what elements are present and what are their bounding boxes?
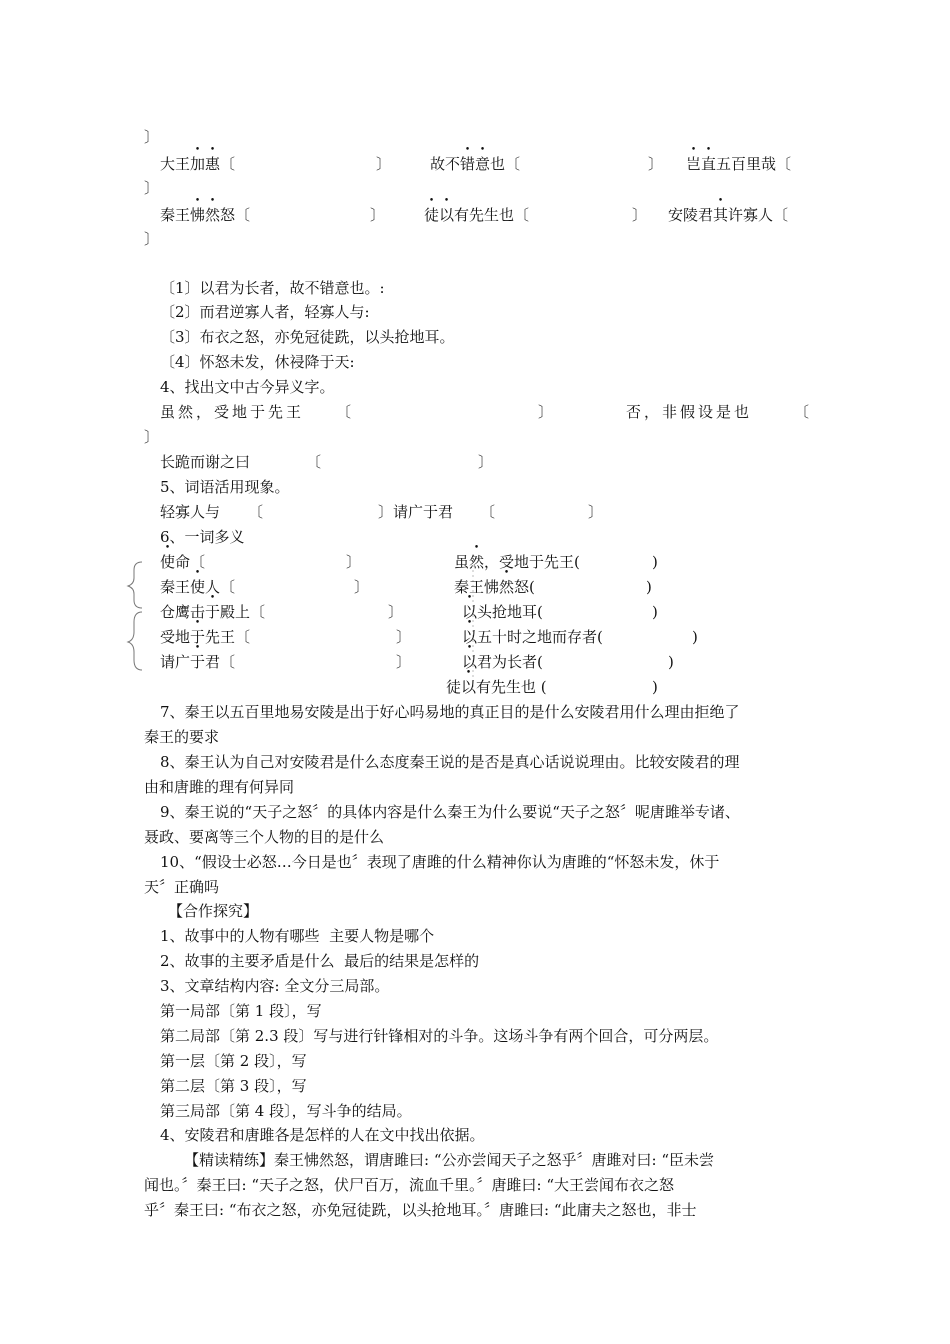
- coop-item: 3、文章结构内容: 全文分三局部。: [160, 977, 390, 995]
- q5-item-a: 轻寡人与: [160, 503, 221, 521]
- reading-text: 闻也。〞秦王曰: “天子之怒，伏尸百万，流血千里。〞唐雎曰: “大王尝闻布衣之怒: [144, 1176, 674, 1194]
- ex3-item-qizhi: 岂直五百里哉〔: [686, 155, 792, 173]
- bracket-close: 〕: [538, 403, 554, 421]
- paren-close: ): [646, 578, 652, 596]
- q4-title: 4、找出文中古今异义字。: [160, 378, 335, 396]
- bracket-close: 〕: [376, 155, 392, 173]
- q4-item-b: 否，非假设是也: [626, 403, 753, 421]
- coop-item: 4、安陵君和唐雎各是怎样的人在文中找出依据。: [160, 1126, 485, 1144]
- bracket-close: 〕: [346, 553, 362, 571]
- q6-right-item: 秦王怫然怒(: [454, 578, 535, 596]
- paren-close: ): [652, 678, 658, 696]
- q7-text: 秦王的要求: [144, 728, 220, 746]
- coop-item: 第一层〔第 2 段〕，写: [160, 1052, 307, 1070]
- ex3-item-qinwangfuran: 秦王怫然怒〔: [160, 206, 251, 224]
- bracket-open: 〔: [306, 453, 322, 471]
- bracket-close: 〕: [648, 155, 664, 173]
- bracket-close: 〕: [144, 128, 160, 146]
- q6-left-item: 受地于先王〔: [160, 628, 251, 646]
- coop-item: 第二局部〔第 2.3 段〕写与进行针锋相对的斗争。这场斗争有两个回合，可分两层。: [160, 1027, 719, 1045]
- bracket-close: 〕: [478, 453, 494, 471]
- q7-text: 7、秦王以五百里地易安陵是出于好心吗易地的真正目的是什么安陵君用什么理由拒绝了: [160, 703, 740, 721]
- paren-close: ): [668, 653, 674, 671]
- coop-item: 2、故事的主要矛盾是什么 最后的结果是怎样的: [160, 952, 480, 970]
- q6-title: 6、一词多义: [160, 528, 245, 546]
- paren-close: ): [652, 603, 658, 621]
- ex3-item-anlingjun: 安陵君其许寡人〔: [668, 206, 789, 224]
- q6-left-item: 请广于君〔: [160, 653, 236, 671]
- bracket-close: 〕: [396, 628, 412, 646]
- q9-text: 9、秦王说的“天子之怒〞的具体内容是什么秦王为什么要说“天子之怒〞呢唐雎举专诸、: [160, 803, 740, 821]
- bracket-open: 〔: [794, 403, 810, 421]
- reading-text: 【精读精练】秦王怫然怒，谓唐雎曰: “公亦尝闻天子之怒乎〞唐雎对曰: “臣未尝: [184, 1151, 714, 1169]
- q6-right-item: 虽然，受地于先王(: [454, 553, 580, 571]
- reading-text: 乎〞秦王曰: “布衣之怒，亦免冠徒跣，以头抢地耳。〞唐雎曰: “此庸夫之怒也，非士: [144, 1201, 697, 1219]
- bracket-close: 〕: [370, 206, 386, 224]
- q6-right-item: 以头抢地耳(: [462, 603, 543, 621]
- q8-text: 8、秦王认为自己对安陵君是什么态度秦王说的是否是真心话说说理由。比较安陵君的理: [160, 753, 740, 771]
- q6-right-item: 以五十时之地而存者(: [462, 628, 603, 646]
- q4-item-a: 虽然，受地于先王: [160, 403, 305, 421]
- bracket-close: 〕: [144, 179, 160, 197]
- coop-item: 第三局部〔第 4 段〕，写斗争的结局。: [160, 1102, 412, 1120]
- coop-item: 第一局部〔第 1 段〕，写: [160, 1002, 322, 1020]
- bracket-close: 〕: [632, 206, 648, 224]
- coop-item: 1、故事中的人物有哪些 主要人物是哪个: [160, 927, 435, 945]
- bracket-close: 〕: [588, 503, 604, 521]
- ex3-item-dawangjiahui: 大王加惠〔: [160, 155, 236, 173]
- bracket-open: 〔: [480, 503, 496, 521]
- q6-right-item: 以君为长者(: [462, 653, 543, 671]
- paren-close: ): [692, 628, 698, 646]
- q10-text: 天〞正确吗: [144, 878, 220, 896]
- brace-icon: [124, 560, 146, 672]
- bracket-open: 〔: [336, 403, 352, 421]
- q6-right-item: 徒以有先生也 (: [446, 678, 547, 696]
- bracket-close: 〕: [396, 653, 412, 671]
- q6-left-item: 秦王使人〔: [160, 578, 236, 596]
- translate-item: 〔3〕布衣之怒，亦免冠徒跣，以头抢地耳。: [160, 328, 455, 346]
- coop-item: 第二层〔第 3 段〕，写: [160, 1077, 307, 1095]
- q9-text: 聂政、要离等三个人物的目的是什么: [144, 828, 385, 846]
- translate-item: 〔4〕怀怒未发，休祲降于天:: [160, 353, 355, 371]
- bracket-open: 〔: [248, 503, 264, 521]
- q8-text: 由和唐雎的理有何异同: [144, 778, 295, 796]
- translate-item: 〔2〕而君逆寡人者，轻寡人与:: [160, 303, 370, 321]
- q6-left-item: 使命〔: [160, 553, 206, 571]
- coop-heading: 【合作探究】: [168, 902, 259, 920]
- q10-text: 10、“假设士必怒…今日是也〞表现了唐雎的什么精神你认为唐雎的“怀怒未发，休于: [160, 853, 720, 871]
- ex3-item-tuyi: 徒以有先生也〔: [424, 206, 530, 224]
- paren-close: ): [652, 553, 658, 571]
- q4-item-c: 长跪而谢之曰: [160, 453, 251, 471]
- q5-item-mid: 〕请广于君: [378, 503, 454, 521]
- bracket-close: 〕: [144, 230, 160, 248]
- bracket-close: 〕: [388, 603, 404, 621]
- q5-title: 5、词语活用现象。: [160, 478, 290, 496]
- q6-left-item: 仓鹰击于殿上〔: [160, 603, 266, 621]
- translate-item: 〔1〕以君为长者，故不错意也。:: [160, 279, 385, 297]
- ex3-item-gubucuoyi: 故不错意也〔: [430, 155, 521, 173]
- bracket-close: 〕: [144, 428, 160, 446]
- bracket-close: 〕: [354, 578, 370, 596]
